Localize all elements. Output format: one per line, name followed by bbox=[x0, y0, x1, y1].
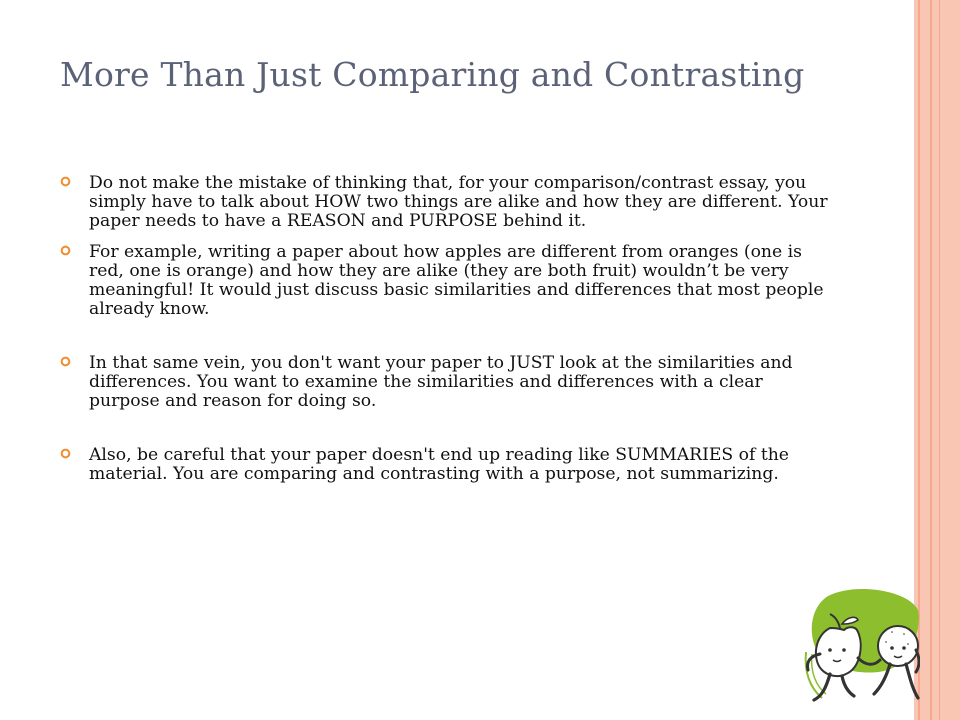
bullet-item bbox=[60, 354, 830, 411]
bullet-text: Also, be careful that your paper doesn't end up reading like SUMMARIES of the material. You are comparing and contrasting with a purpose, not summarizing. bbox=[89, 445, 789, 484]
bullet-item bbox=[60, 174, 830, 231]
decorative-stripe-line bbox=[939, 0, 940, 720]
bullet-list bbox=[60, 174, 830, 484]
bullet-item bbox=[60, 243, 830, 319]
bullet-item bbox=[60, 446, 830, 484]
bullet-text: For example, writing a paper about how apples are different from oranges (one is red, one is orange) and how they are alike (they are both fruit) wouldn’t be very meaningful! It would just discuss basic similarities and differences that most people already know. bbox=[89, 242, 824, 319]
bullet-ring-icon bbox=[60, 245, 71, 256]
slide-title: More Than Just Comparing and Contrasting bbox=[60, 55, 805, 94]
bullet-text: In that same vein, you don't want your paper to JUST look at the similarities and differences. You want to examine the similarities and differences with a clear purpose and reason for doing so. bbox=[89, 353, 793, 411]
apple-orange-mascot-illustration bbox=[800, 588, 920, 720]
right-decorative-band bbox=[914, 0, 960, 720]
decorative-stripe-line bbox=[930, 0, 932, 720]
bullet-ring-icon bbox=[60, 176, 71, 187]
bullet-text: Do not make the mistake of thinking that, for your comparison/contrast essay, you simply have to talk about HOW two things are alike and how they are different. Your paper needs to have a REASON and PURPOSE behind it. bbox=[89, 173, 828, 231]
bullet-ring-icon bbox=[60, 448, 71, 459]
bullet-ring-icon bbox=[60, 356, 71, 367]
